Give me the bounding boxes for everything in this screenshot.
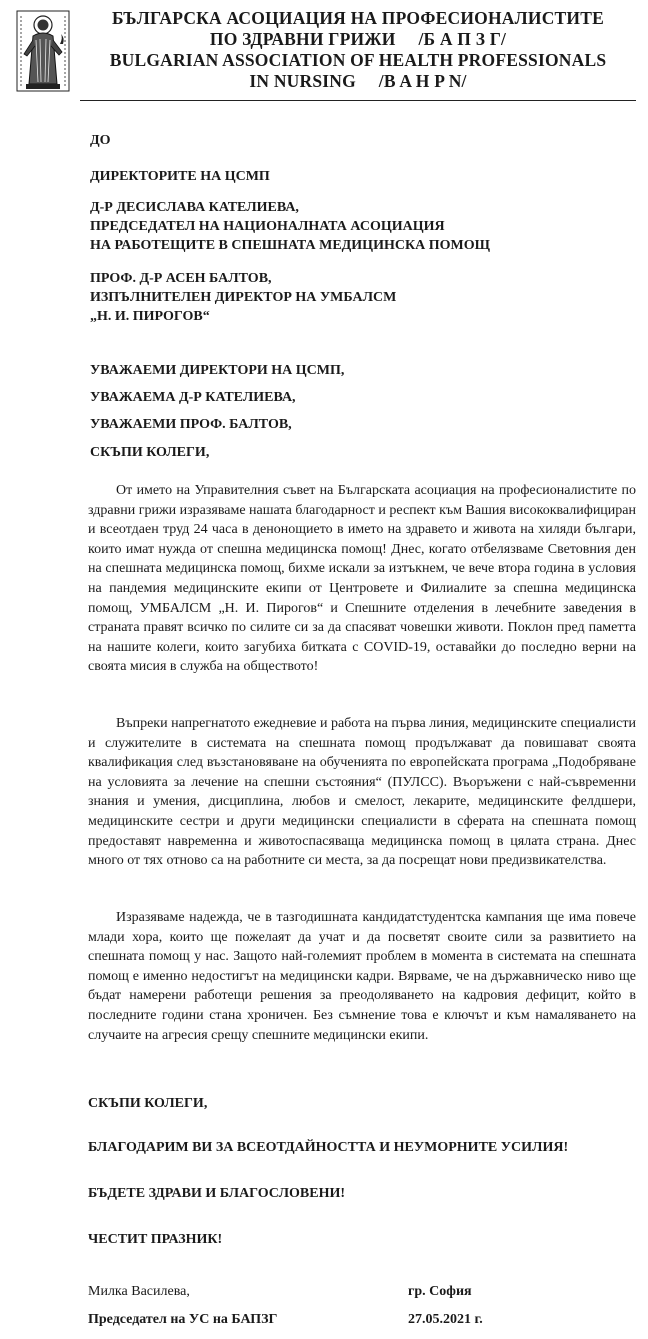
addressee-line: ПРОФ. Д-Р АСЕН БАЛТОВ,	[90, 271, 272, 286]
signatory-role: Председател на УС на БАПЗГ	[88, 1312, 278, 1327]
letterhead-line-4: IN NURSING /B A H P N/	[249, 71, 467, 91]
association-logo-icon	[16, 10, 70, 92]
body-paragraph-2: Въпреки напрегнатото ежедневие и работа на първа линия, медицинските специалисти и служителите в системата на спешната помощ продължават да повишават своята квалификация след възстановяване на обученията по европейската програма „Подобряване на условията за лечение на спешни състояния“ (ПУЛСС). Въоръжени с най-съвременни знания и умения, дисциплина, любов и смелост, лекарите, медицинските фелдшери, медицинските сестри и други медицински специалисти в сферата на спешната помощ предоставят навременна и животоспасяваща медицинска помощ в цялата страна. Днес много от тях отново са на работните си места, за да посрещат нови предизвикателства.	[88, 716, 636, 869]
closing-colleagues: СКЪПИ КОЛЕГИ,	[88, 1096, 208, 1111]
closing-holiday: ЧЕСТИТ ПРАЗНИК!	[88, 1232, 223, 1247]
addressee-line: „Н. И. ПИРОГОВ“	[90, 309, 210, 324]
salutation-baltov: УВАЖАЕМИ ПРОФ. БАЛТОВ,	[90, 417, 292, 432]
closing-wishes: БЪДЕТЕ ЗДРАВИ И БЛАГОСЛОВЕНИ!	[88, 1186, 346, 1201]
body-paragraph-1: От името на Управителния съвет на Българската асоциация на професионалистите по здравни грижи изразяваме нашата благодарност и респект към Вашия висококвалифициран и всеотдаен труд 24 часа в денонощието в името на здравето и живота на хиляди българи, които имат нужда от спешна медицинска помощ! Днес, когато отбелязваме Световния ден на спешната медицинска помощ, бихме искали за изтъкнем, че вече втора година в условия на пандемия медицинските екипи от Центровете и Филиалите за спешна медицинска помощ, УМБАЛСМ „Н. И. Пирогов“ и Спешните отделения в лечебните заведения в страната правят всичко по силите си за да спасяват човешки животи. Поклон пред паметта на нашите колеги, които загубиха битката с COVID-19, оставайки до последно верни на своята мисия в служба на обществото!	[88, 483, 636, 675]
letterhead-line-1: БЪЛГАРСКА АСОЦИАЦИЯ НА ПРОФЕСИОНАЛИСТИТЕ	[112, 8, 604, 28]
addressee-katelieva	[90, 198, 490, 255]
addressee-directors: ДИРЕКТОРИТЕ НА ЦСМП	[90, 169, 270, 184]
addressee-line: Д-Р ДЕСИСЛАВА КАТЕЛИЕВА,	[90, 200, 299, 215]
salutation-katelieva: УВАЖАЕМА Д-Р КАТЕЛИЕВА,	[90, 390, 296, 405]
letterhead-title	[80, 8, 636, 92]
addressee-line: ИЗПЪЛНИТЕЛЕН ДИРЕКТОР НА УМБАЛСМ	[90, 290, 397, 305]
addressee-line: НА РАБОТЕЩИТЕ В СПЕШНАТА МЕДИЦИНСКА ПОМОЩ	[90, 238, 490, 253]
salutation-colleagues: СКЪПИ КОЛЕГИ,	[90, 445, 210, 460]
closing-thanks: БЛАГОДАРИМ ВИ ЗА ВСЕОТДАЙНОСТТА И НЕУМОРНИТЕ УСИЛИЯ!	[88, 1140, 569, 1155]
signatory-name: Милка Василева,	[88, 1284, 190, 1299]
addressee-to: ДО	[90, 133, 111, 148]
letterhead-line-3: BULGARIAN ASSOCIATION OF HEALTH PROFESSIONALS	[109, 50, 607, 70]
salutation-directors: УВАЖАЕМИ ДИРЕКТОРИ НА ЦСМП,	[90, 363, 345, 378]
signature-date: 27.05.2021 г.	[408, 1312, 483, 1327]
letterhead-divider	[80, 100, 636, 101]
signature-city: гр. София	[408, 1284, 472, 1299]
addressee-line: ПРЕДСЕДАТЕЛ НА НАЦИОНАЛНАТА АСОЦИАЦИЯ	[90, 219, 445, 234]
letterhead-line-2: ПО ЗДРАВНИ ГРИЖИ /Б А П З Г/	[209, 29, 507, 49]
body-paragraph-3: Изразяваме надежда, че в тазгодишната кандидатстудентска кампания ще има повече млади хора, които ще пожелаят да учат и да посветят своите сили за развитието на спешната помощ у нас. Защото най-големият проблем в момента в системата на спешната помощ е именно недостигът на медицински кадри. Вярваме, че на държавническо ниво ще бъдат намерени работещи решения за преодоляването на кадровия дефицит, който в последните години стана хроничен. Без съмнение това е ключът и към намаляването на случаите на агресия срещу спешните медицински екипи.	[88, 910, 636, 1043]
addressee-baltov	[90, 269, 396, 326]
